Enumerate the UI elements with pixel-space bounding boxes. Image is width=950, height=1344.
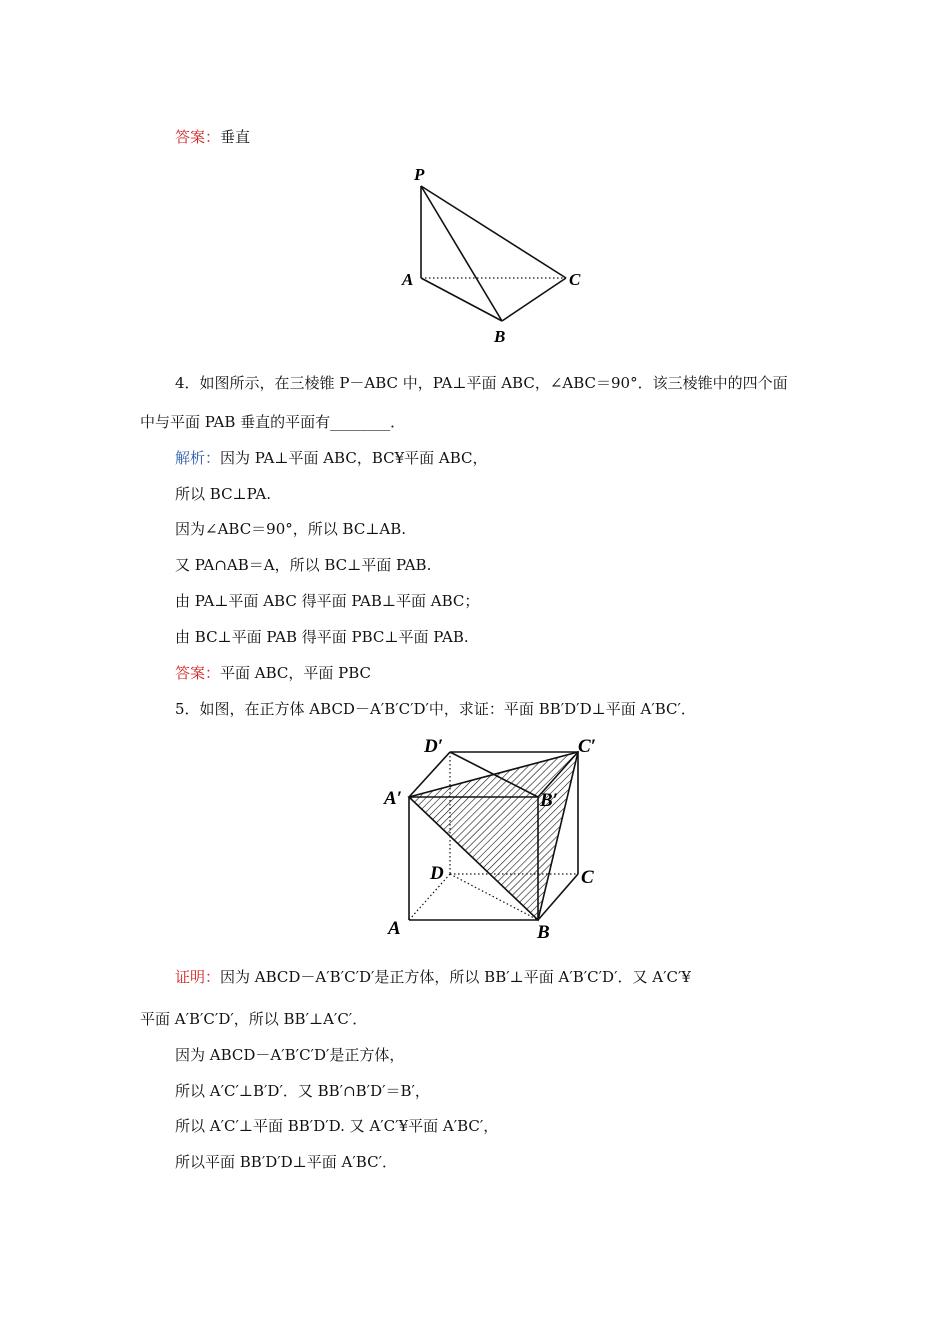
sol4-line3: 因为∠ABC＝90°，所以 BC⊥AB.	[175, 520, 407, 538]
label-C: C	[581, 867, 594, 888]
label-A1: A′	[384, 788, 403, 809]
edge-PB	[421, 186, 502, 321]
proof5-line1	[175, 967, 691, 987]
answer-line	[175, 127, 250, 147]
proof5-line6: 所以平面 BB′D′D⊥平面 A′BC′．	[175, 1153, 397, 1171]
label-A: A	[402, 270, 414, 289]
q4-line2: 中与平面 PAB 垂直的平面有________．	[140, 413, 406, 431]
proof5-text1: 因为 ABCD－A′B′C′D′是正方体，所以 BB′⊥平面 A′B′C′D′．又 A′C′¥	[220, 968, 691, 986]
label-B: B	[494, 327, 506, 346]
label-C: C	[569, 270, 581, 289]
q4-line1: 4．如图所示，在三棱锥 P－ABC 中，PA⊥平面 ABC，∠ABC＝90°．该三棱锥中的四个面	[175, 374, 788, 392]
tetrahedron-figure	[395, 160, 595, 350]
edge-BC	[502, 278, 566, 321]
proof5-line4: 所以 A′C′⊥B′D′．又 BB′∩B′D′＝B′，	[175, 1082, 430, 1100]
label-A: A	[388, 918, 401, 939]
cube-figure	[380, 730, 610, 945]
sol4-answer-label: 答案：	[175, 664, 221, 682]
sol4-answer	[175, 663, 371, 683]
label-C1: C′	[578, 736, 597, 757]
proof5-label: 证明：	[175, 968, 221, 986]
sol4-line6: 由 BC⊥平面 PAB 得平面 PBC⊥平面 PAB.	[175, 628, 469, 646]
q5-line1: 5．如图，在正方体 ABCD－A′B′C′D′中，求证：平面 BB′D′D⊥平面 A′BC′．	[175, 700, 696, 718]
proof5-line3: 因为 ABCD－A′B′C′D′是正方体，	[175, 1046, 405, 1064]
sol4-line2: 所以 BC⊥PA.	[175, 485, 271, 503]
sol4-line1	[175, 448, 488, 468]
sol4-text1: 因为 PA⊥平面 ABC，BC¥平面 ABC，	[220, 449, 488, 467]
shaded-triangle-A1BC1	[409, 752, 578, 920]
label-D1: D′	[424, 736, 444, 757]
label-B: B	[537, 922, 550, 943]
sol4-answer-text: 平面 ABC，平面 PBC	[220, 664, 372, 682]
proof5-line2: 平面 A′B′C′D′，所以 BB′⊥A′C′．	[140, 1010, 368, 1028]
label-D: D	[430, 863, 444, 884]
edge-PC	[421, 186, 566, 278]
label-P: P	[414, 165, 425, 184]
answer-text: 垂直	[220, 128, 251, 146]
answer-label: 答案：	[175, 128, 221, 146]
proof5-line5: 所以 A′C′⊥平面 BB′D′D. 又 A′C′¥平面 A′BC′，	[175, 1117, 499, 1135]
sol4-label: 解析：	[175, 449, 221, 467]
sol4-line5: 由 PA⊥平面 ABC 得平面 PAB⊥平面 ABC；	[175, 592, 480, 610]
label-B1: B′	[540, 790, 559, 811]
sol4-line4: 又 PA∩AB＝A，所以 BC⊥平面 PAB.	[175, 556, 432, 574]
